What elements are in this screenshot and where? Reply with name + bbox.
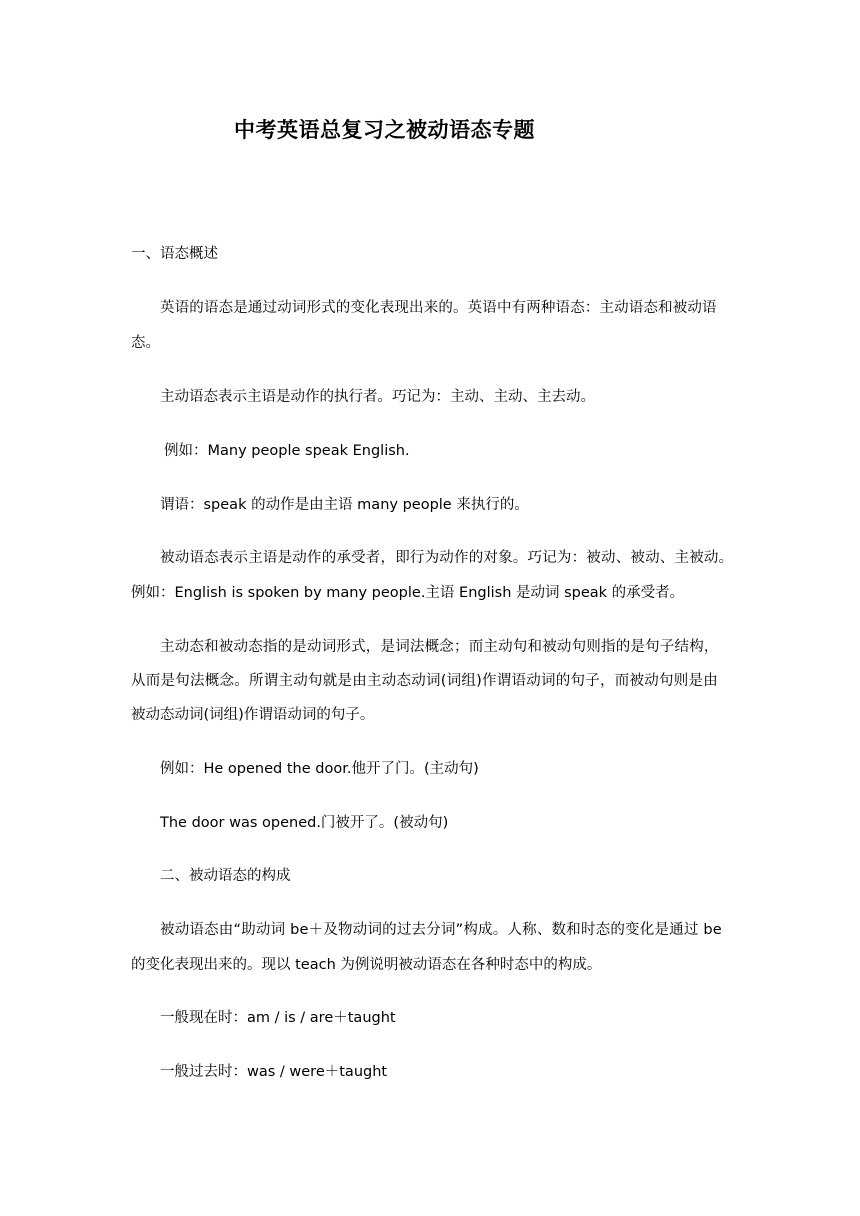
paragraph-line: 被动语态由“助动词 be＋及物动词的过去分词”构成。人称、数和时态的变化是通过 be [160, 922, 722, 938]
document-title: 中考英语总复习之被动语态专题 [234, 118, 535, 142]
paragraph-line: 谓语：speak 的动作是由主语 many people 来执行的。 [160, 497, 529, 513]
paragraph-line: 的变化表现出来的。现以 teach 为例说明被动语态在各种时态中的构成。 [131, 957, 602, 973]
paragraph-line: 从而是句法概念。所谓主动句就是由主动态动词(词组)作谓语动词的句子，而被动句则是由 [131, 673, 719, 689]
paragraph-line: 被动语态表示主语是动作的承受者，即行为动作的对象。巧记为：被动、被动、主被动。 [160, 550, 734, 566]
paragraph-line: 英语的语态是通过动词形式的变化表现出来的。英语中有两种语态：主动语态和被动语 [160, 300, 717, 316]
tense-form-line: 一般现在时：am / is / are＋taught [160, 1010, 396, 1026]
example-line: The door was opened.门被开了。(被动句) [160, 815, 449, 831]
paragraph-line: 主动语态表示主语是动作的执行者。巧记为：主动、主动、主去动。 [160, 389, 595, 405]
paragraph-line: 态。 [131, 335, 160, 351]
example-line: 例如：English is spoken by many people.主语 English 是动词 speak 的承受者。 [131, 585, 685, 601]
section-heading-structure: 二、被动语态的构成 [160, 868, 291, 884]
tense-form-line: 一般过去时：was / were＋taught [160, 1064, 388, 1080]
example-line: 例如：Many people speak English. [164, 443, 410, 459]
section-heading-overview: 一、语态概述 [131, 246, 218, 262]
paragraph-line: 被动态动词(词组)作谓语动词的句子。 [131, 707, 375, 723]
example-line: 例如：He opened the door.他开了门。(主动句) [160, 761, 479, 777]
paragraph-line: 主动态和被动态指的是动词形式，是词法概念；而主动句和被动句则指的是句子结构， [160, 639, 719, 655]
